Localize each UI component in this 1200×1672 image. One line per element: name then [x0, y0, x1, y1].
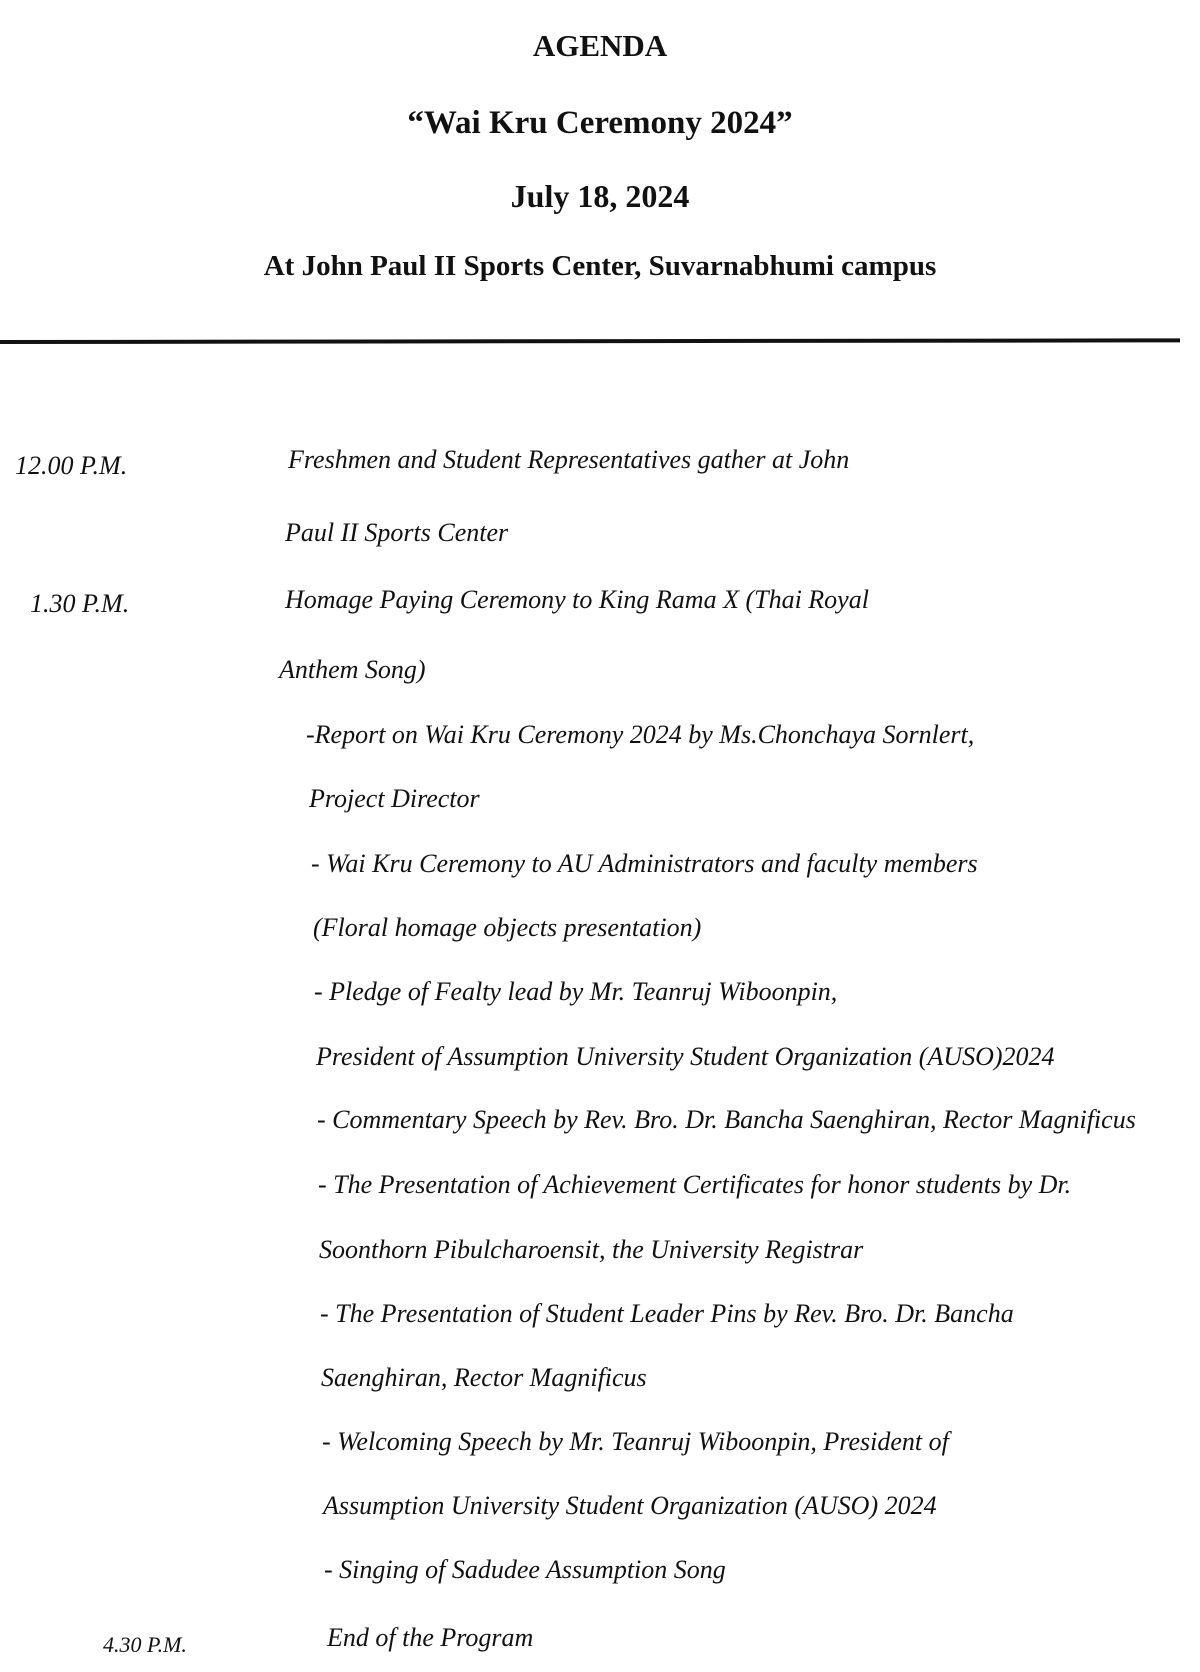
schedule-line: (Floral homage objects presentation) — [313, 913, 702, 942]
event-date: July 18, 2024 — [510, 178, 690, 214]
schedule-line: - Pledge of Fealty lead by Mr. Teanruj Wiboonpin, — [314, 977, 838, 1006]
schedule-line: - Commentary Speech by Rev. Bro. Dr. Bancha Saenghiran, Rector Magnificus — [317, 1105, 1136, 1134]
schedule-line: Assumption University Student Organization (AUSO) 2024 — [323, 1491, 937, 1520]
schedule-time: 12.00 P.M. — [15, 451, 128, 480]
schedule-line: -Report on Wai Kru Ceremony 2024 by Ms.Chonchaya Sornlert, — [306, 720, 975, 749]
header-divider — [0, 338, 1180, 344]
schedule-line: Freshmen and Student Representatives gather at John — [288, 445, 850, 474]
schedule-line: - The Presentation of Achievement Certificates for honor students by Dr. — [318, 1170, 1072, 1199]
schedule-line: - Welcoming Speech by Mr. Teanruj Wiboonpin, President of — [322, 1427, 949, 1456]
schedule-line: Paul II Sports Center — [285, 518, 509, 547]
schedule-line: - Singing of Sadudee Assumption Song — [324, 1555, 726, 1584]
schedule-line: Anthem Song) — [279, 655, 426, 684]
schedule-line: Saenghiran, Rector Magnificus — [321, 1363, 647, 1392]
schedule-line: Soonthorn Pibulcharoensit, the University Registrar — [319, 1235, 864, 1264]
schedule-time: 4.30 P.M. — [103, 1632, 187, 1657]
schedule-line: - The Presentation of Student Leader Pins by Rev. Bro. Dr. Bancha — [320, 1299, 1014, 1328]
event-venue: At John Paul II Sports Center, Suvarnabhumi campus — [263, 250, 937, 282]
agenda-title: AGENDA — [532, 28, 668, 63]
schedule-line: President of Assumption University Student Organization (AUSO)2024 — [316, 1042, 1055, 1071]
schedule-line: Homage Paying Ceremony to King Rama X (Thai Royal — [285, 585, 869, 614]
event-name: “Wai Kru Ceremony 2024” — [407, 105, 793, 141]
schedule-line: End of the Program — [327, 1623, 534, 1652]
schedule-line: - Wai Kru Ceremony to AU Administrators and faculty members — [311, 849, 978, 878]
schedule-time: 1.30 P.M. — [30, 589, 130, 618]
schedule-line: Project Director — [309, 784, 480, 813]
